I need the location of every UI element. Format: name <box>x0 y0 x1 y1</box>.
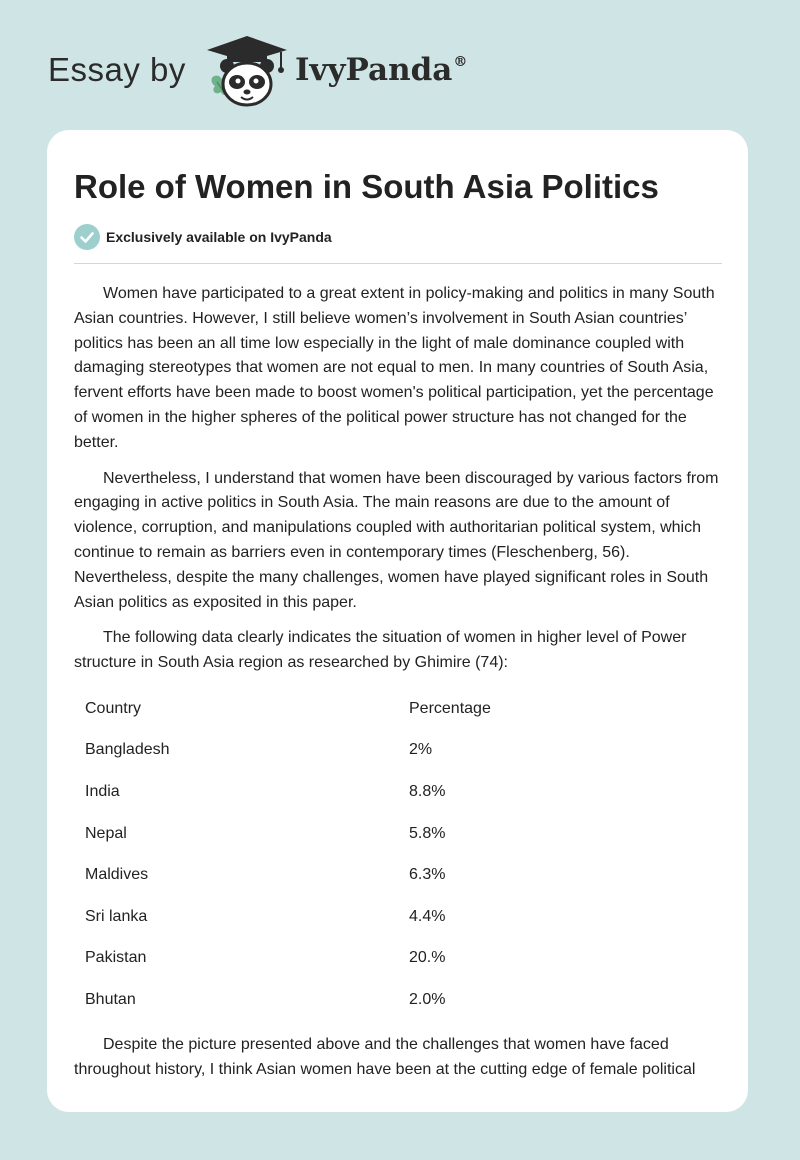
exclusive-badge-label: Exclusively available on IvyPanda <box>106 229 332 245</box>
exclusive-badge <box>74 224 722 250</box>
paragraph: Women have participated to a great extent in policy-making and politics in many South Asian countries. However, I still believe women’s involvement in South Asian countries’ politics has been an all time low especially in the light of male dominance coupled with damaging stereotypes that women are not equal to men. In many countries of South Asia, fervent efforts have been made to boost women's political participation, yet the percentage of women in the higher spheres of the political power structure has not changed for the better. <box>74 285 715 451</box>
brand-name: IvyPanda® <box>295 52 468 88</box>
country-cell: Pakistan <box>85 949 147 967</box>
article-card <box>47 130 748 1112</box>
panda-graduate-logo-icon[interactable] <box>201 34 293 110</box>
paragraph: Despite the picture presented above and the challenges that women have faced throughout history, I think Asian women have been at the cutting edge of female political <box>74 1035 696 1078</box>
table-header-row <box>74 688 722 730</box>
title-divider <box>74 263 722 264</box>
site-header <box>48 34 488 114</box>
table-row <box>74 979 722 1021</box>
percentage-cell: 2.0% <box>409 990 446 1008</box>
paragraph: Nevertheless, I understand that women have been discouraged by various factors from engaging in active politics in South Asia. The main reasons are due to the amount of violence, corruption, and manipulations coupled with authoritarian political system, which continue to remain as barriers even in contemporary times (Fleschenberg, 56). Nevertheless, despite the many challenges, women have played significant roles in South Asian politics as exposited in this paper. <box>74 469 719 611</box>
country-cell: Sri lanka <box>85 907 148 925</box>
table-row <box>74 813 722 855</box>
table-row <box>74 730 722 772</box>
table-row <box>74 938 722 980</box>
percentage-cell: 8.8% <box>409 782 446 800</box>
percentage-cell: 2% <box>409 741 433 759</box>
percentage-cell: 5.8% <box>409 824 446 842</box>
country-cell: India <box>85 782 120 800</box>
table-row <box>74 854 722 896</box>
country-cell: Nepal <box>85 824 127 842</box>
country-cell: Bhutan <box>85 990 136 1008</box>
paragraph: The following data clearly indicates the situation of women in higher level of Power structure in South Asia region as researched by Ghimire (74): <box>74 629 687 672</box>
women-power-table <box>74 688 722 1021</box>
column-header-percentage: Percentage <box>409 699 491 717</box>
table-row <box>74 771 722 813</box>
article-title: Role of Women in South Asia Politics <box>74 168 659 205</box>
table-row <box>74 896 722 938</box>
percentage-cell: 6.3% <box>409 866 446 884</box>
column-header-country: Country <box>85 699 142 717</box>
percentage-cell: 4.4% <box>409 907 446 925</box>
check-circle-icon <box>74 224 100 250</box>
essay-by-label: Essay by <box>48 51 186 88</box>
country-cell: Bangladesh <box>85 741 170 759</box>
percentage-cell: 20.% <box>409 949 446 967</box>
country-cell: Maldives <box>85 866 149 884</box>
